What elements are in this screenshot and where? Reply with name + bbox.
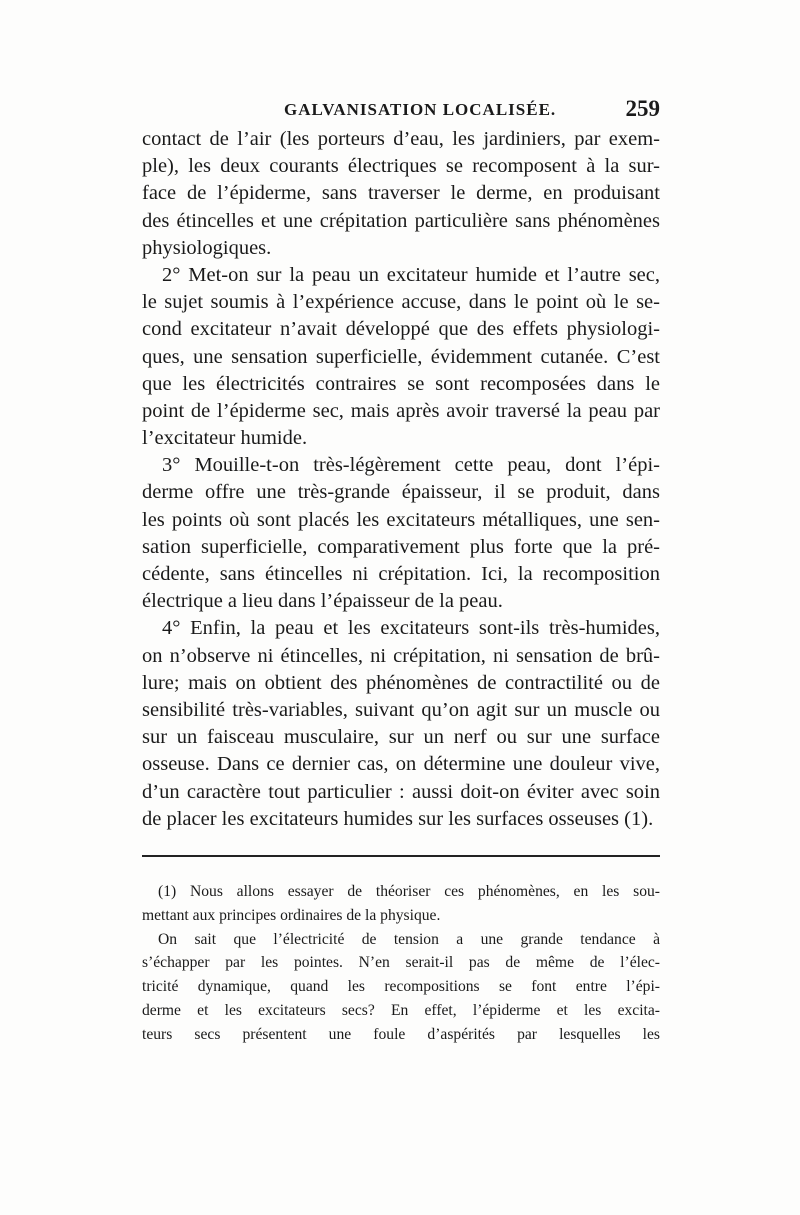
- body-line: 4° Enfin, la peau et les excitateurs sont-ils très-humides,: [162, 617, 660, 640]
- footnote-separator-rule: [142, 855, 660, 857]
- footnote-line: teurs secs présentent une foule d’aspérités par lesquelles les: [142, 1025, 660, 1043]
- body-line: ple), les deux courants électriques se recomposent à la sur-: [142, 155, 660, 178]
- body-line: que les électricités contraires se sont recomposées dans le: [142, 372, 660, 395]
- footnote-line: s’échapper par les pointes. N’en serait-il pas de même de l’élec-: [142, 954, 660, 972]
- body-line: cond excitateur n’avait développé que des effets physiologi-: [142, 318, 660, 341]
- footnote-line: (1) Nous allons essayer de théoriser ces phénomènes, en les sou-: [158, 883, 660, 900]
- body-line: électrique a lieu dans l’épaisseur de la peau.: [142, 590, 503, 613]
- body-line: de placer les excitateurs humides sur les surfaces osseuses (1).: [142, 807, 654, 830]
- body-line: d’un caractère tout particulier : aussi doit-on éviter avec soin: [142, 780, 660, 803]
- running-head: [142, 94, 660, 128]
- footnote-line: On sait que l’électricité de tension a une grande tendance à: [158, 930, 660, 948]
- body-line: 2° Met-on sur la peau un excitateur humide et l’autre sec,: [162, 263, 660, 286]
- footnote-line: tricité dynamique, quand les recompositions se font entre l’épi-: [142, 978, 660, 996]
- footnotes: [142, 880, 660, 1047]
- body-line: on n’observe ni étincelles, ni crépitation, ni sensation de brû-: [142, 644, 660, 667]
- body-text: [142, 126, 660, 833]
- body-line: sur un faisceau musculaire, sur un nerf ou sur une surface: [142, 726, 660, 749]
- body-line: le sujet soumis à l’expérience accuse, dans le point où le se-: [142, 291, 660, 314]
- body-line: ques, une sensation superficielle, évidemment cutanée. C’est: [142, 345, 660, 368]
- footnote-line: derme et les excitateurs secs? En effet, l’épiderme et les excita-: [142, 1001, 660, 1019]
- body-line: 3° Mouille-t-on très-légèrement cette peau, dont l’épi-: [162, 454, 660, 477]
- body-line: derme offre une très-grande épaisseur, il se produit, dans: [142, 481, 660, 504]
- body-line: face de l’épiderme, sans traverser le derme, en produisant: [142, 182, 660, 205]
- body-line: cédente, sans étincelles ni crépitation. Ici, la recomposition: [142, 563, 660, 585]
- body-line: lure; mais on obtient des phénomènes de contractilité ou de: [142, 671, 660, 694]
- body-line: sation superficielle, comparativement plus forte que la pré-: [142, 535, 660, 558]
- running-title: GALVANISATION LOCALISÉE.: [284, 100, 557, 119]
- footnote-line: mettant aux principes ordinaires de la physique.: [142, 906, 441, 924]
- body-line: les points où sont placés les excitateurs métalliques, une sen-: [142, 508, 660, 531]
- page-number: 259: [625, 96, 660, 121]
- body-line: contact de l’air (les porteurs d’eau, les jardiniers, par exem-: [142, 128, 660, 150]
- body-line: physiologiques.: [142, 236, 272, 259]
- body-line: point de l’épiderme sec, mais après avoir traversé la peau par: [142, 399, 660, 422]
- body-line: osseuse. Dans ce dernier cas, on détermine une douleur vive,: [142, 753, 660, 776]
- body-line: des étincelles et une crépitation particulière sans phénomènes: [142, 209, 660, 232]
- body-line: l’excitateur humide.: [142, 427, 308, 450]
- body-line: sensibilité très-variables, suivant qu’on agit sur un muscle ou: [142, 698, 660, 721]
